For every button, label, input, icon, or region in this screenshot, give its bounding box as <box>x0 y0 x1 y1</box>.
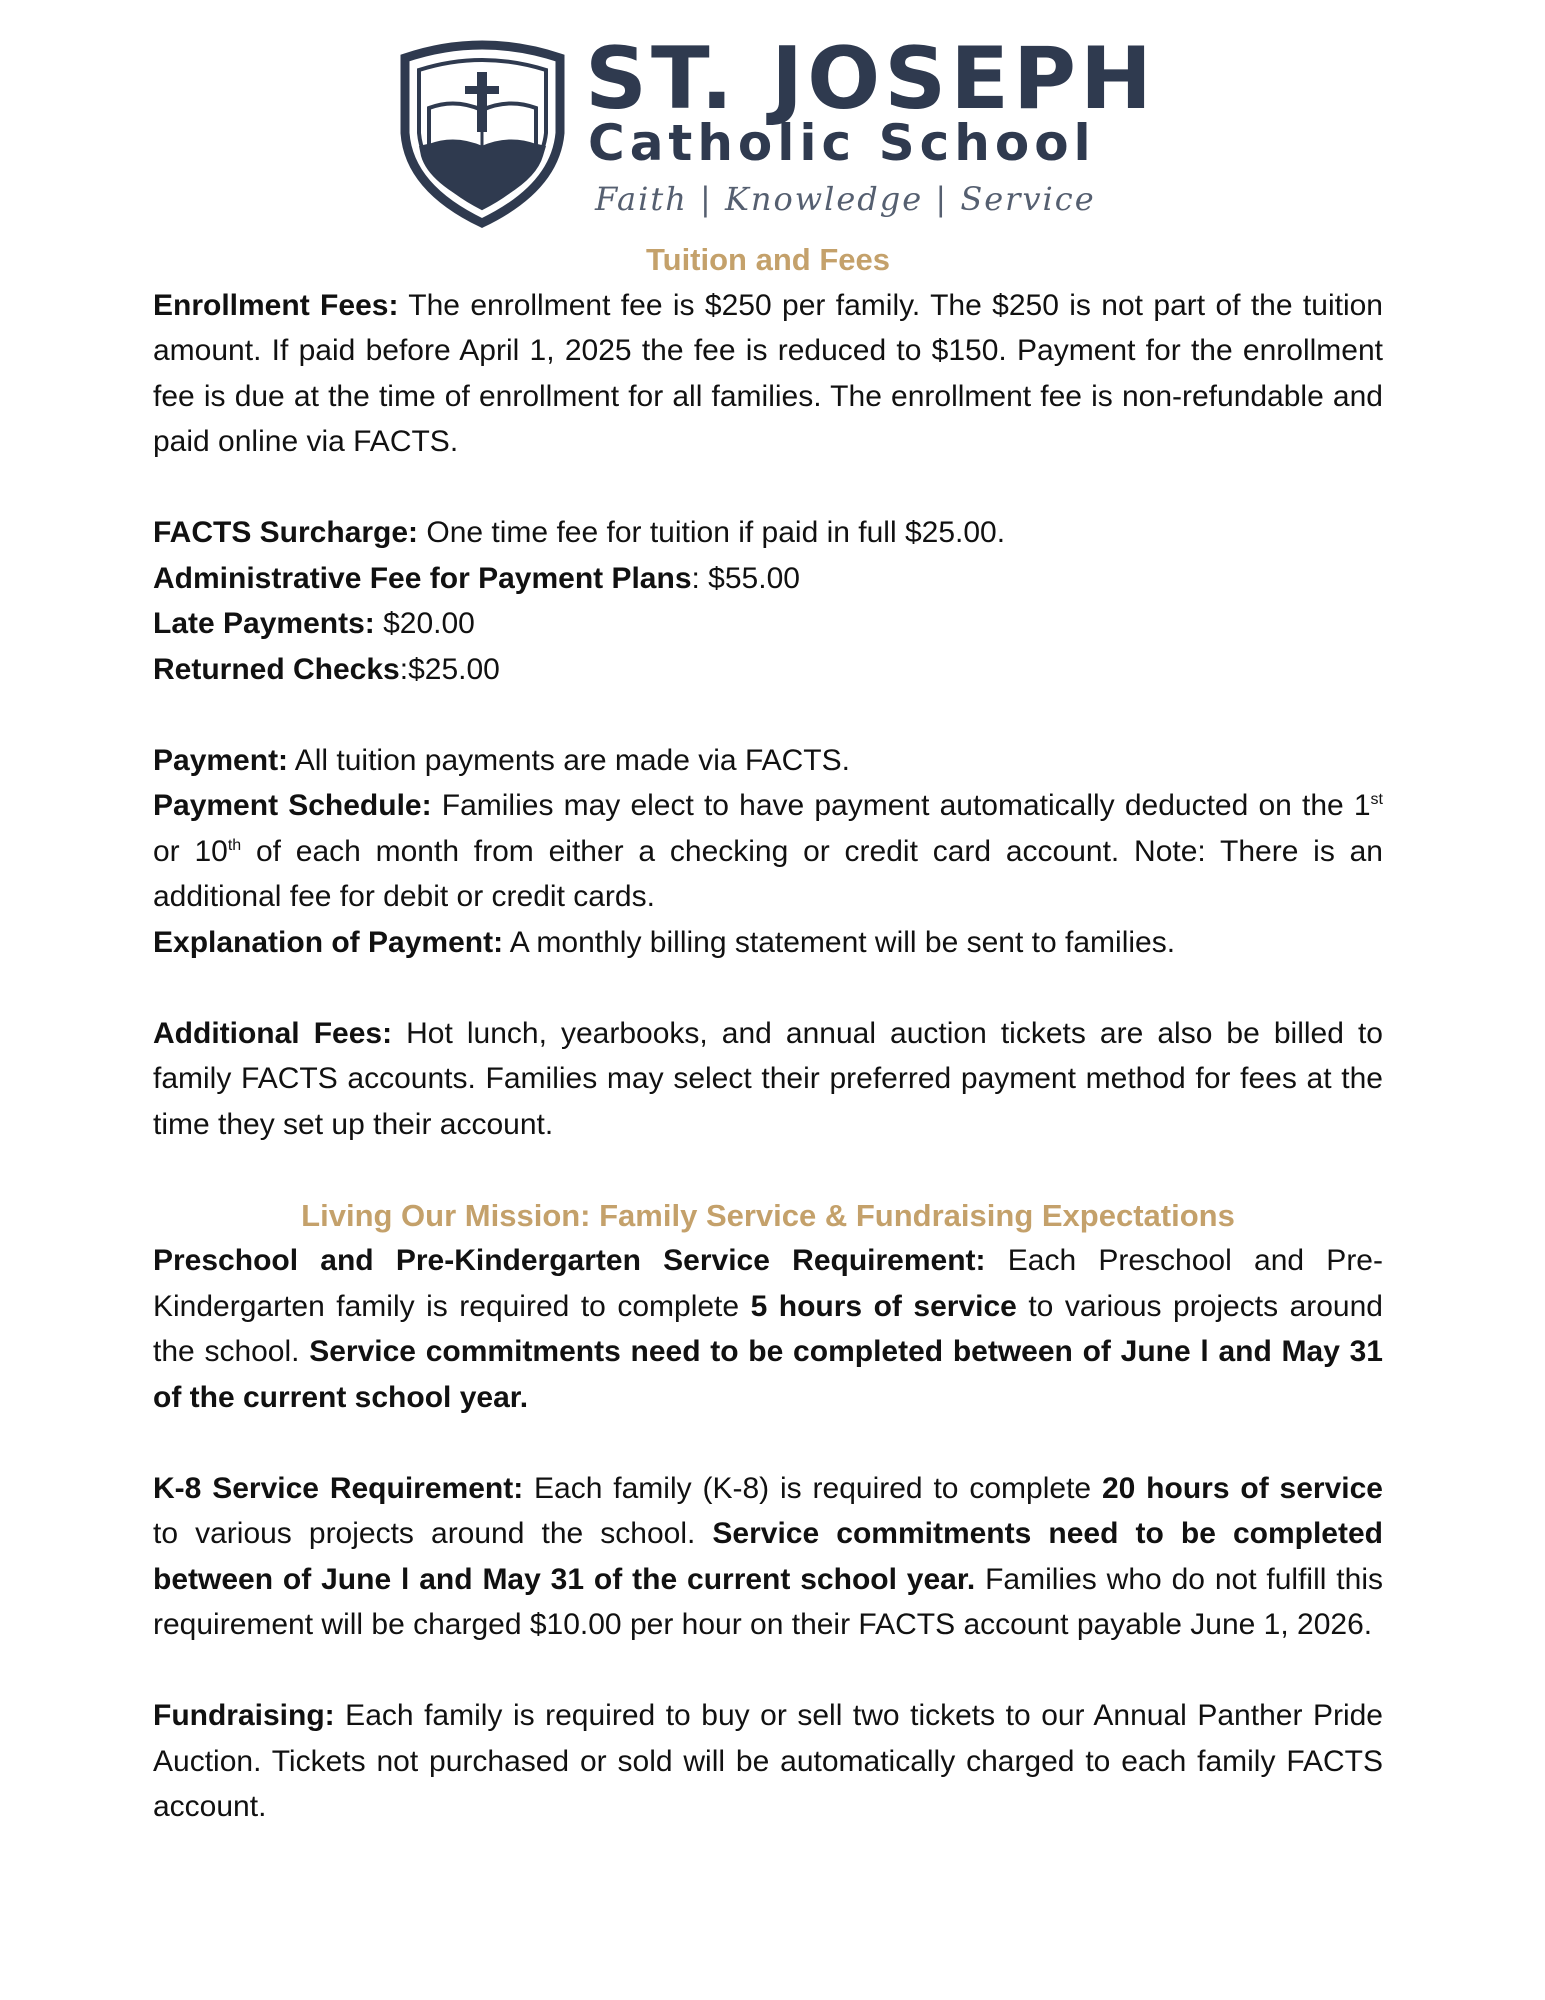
additional-fees-text: Hot lunch, yearbooks, and annual auction tickets are also be billed to family FACTS accounts. Families may select their preferred payment method for fees at the time they set up their account. <box>153 1016 1383 1141</box>
late-payments-label: Late Payments: <box>153 607 375 640</box>
payment-text: All tuition payments are made via FACTS. <box>288 743 850 777</box>
payment-label: Payment: <box>153 743 289 777</box>
school-logo <box>395 29 1156 230</box>
enrollment-fees-text: The enrollment fee is $250 per family. The $250 is not part of the tuition amount. If paid before April 1, 2025 the fee is reduced to $150. Payment for the enrollment fee is due at the time of enrollment for all families. The enrollment fee is non-refundable and paid online via FACTS. <box>153 288 1383 458</box>
shield-cross-book-icon <box>395 38 570 228</box>
preschool-deadline: Service commitments need to be completed between of June l and May 31 of the current school year. <box>153 1335 1383 1414</box>
k8-text-a: Each family (K-8) is required to complete <box>523 1471 1102 1505</box>
preschool-service-label: Preschool and Pre-Kindergarten Service Requirement: <box>153 1244 986 1277</box>
returned-checks-text: :$25.00 <box>399 652 500 686</box>
preschool-hours: 5 hours of service <box>750 1289 1017 1323</box>
facts-surcharge-line <box>153 510 1383 556</box>
late-payments-text: $20.00 <box>374 607 475 640</box>
admin-fee-label: Administrative Fee for Payment Plans <box>153 561 692 595</box>
explanation-label: Explanation of Payment: <box>153 925 504 959</box>
facts-surcharge-text: One time fee for tuition if paid in full $25.00. <box>418 516 1006 549</box>
payment-schedule-text-c: of each month from either a checking or credit card account. Note: There is an additional fee for debit or credit cards. <box>153 834 1383 913</box>
school-subtitle: Catholic School <box>588 114 1096 172</box>
k8-text-b: to various projects around the school. <box>153 1517 713 1550</box>
k8-text-c: Families who do not fulfill this requirement will be charged $10.00 per hour on their FACTS account payable June 1, 2026. <box>153 1562 1383 1641</box>
explanation-text: A monthly billing statement will be sent to families. <box>503 925 1176 959</box>
payment-schedule-text-a: Families may elect to have payment automatically deducted on the 1 <box>431 789 1371 822</box>
explanation-line <box>153 920 1383 966</box>
payment-line <box>153 738 1383 784</box>
additional-fees-label: Additional Fees: <box>153 1016 393 1050</box>
fundraising-text: Each family is required to buy or sell two tickets to our Annual Panther Pride Auction. Tickets not purchased or sold will be automatically charged to each family FACTS account. <box>153 1699 1383 1823</box>
fundraising-label: Fundraising: <box>153 1699 335 1732</box>
payment-schedule-text-b: or 10 <box>153 834 228 868</box>
school-motto: Faith | Knowledge | Service <box>595 180 1096 218</box>
returned-checks-label: Returned Checks <box>153 652 400 686</box>
returned-checks-line <box>153 647 1383 693</box>
k8-deadline: Service commitments need to be completed between of June l and May 31 of the current school year. <box>153 1517 1383 1596</box>
preschool-text-b: to various projects around the school. <box>153 1289 1383 1368</box>
preschool-text-a: Each Preschool and Pre-Kindergarten family is required to complete <box>153 1244 1383 1323</box>
enrollment-fees-paragraph <box>153 283 1383 465</box>
late-payments-line <box>153 601 1383 647</box>
enrollment-fees-label: Enrollment Fees: <box>153 288 399 322</box>
admin-fee-line <box>153 556 1383 602</box>
ordinal-st: st <box>1370 791 1383 808</box>
payment-schedule-paragraph <box>153 783 1383 920</box>
ordinal-th: th <box>227 836 242 854</box>
k8-hours: 20 hours of service <box>1101 1471 1383 1505</box>
mission-heading: Living Our Mission: Family Service & Fundraising Expectations <box>301 1197 1235 1233</box>
document-body <box>153 237 1383 1830</box>
payment-schedule-label: Payment Schedule: <box>153 789 432 822</box>
preschool-service-paragraph <box>153 1238 1383 1420</box>
tuition-heading: Tuition and Fees <box>646 242 890 277</box>
fundraising-paragraph <box>153 1693 1383 1830</box>
school-name: ST. JOSEPH <box>585 29 1156 129</box>
additional-fees-paragraph <box>153 1011 1383 1148</box>
facts-surcharge-label: FACTS Surcharge: <box>153 516 419 549</box>
k8-service-label: K-8 Service Requirement: <box>153 1471 524 1505</box>
admin-fee-text: : $55.00 <box>691 561 800 595</box>
k8-service-paragraph <box>153 1466 1383 1648</box>
